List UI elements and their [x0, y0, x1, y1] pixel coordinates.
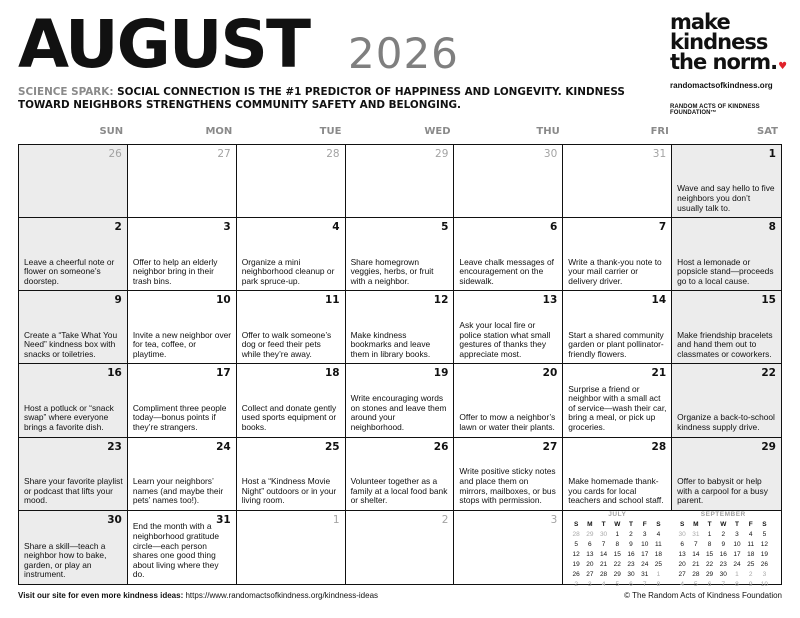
calendar-grid — [18, 144, 782, 588]
mini-weekday: S — [573, 520, 579, 528]
mini-calendar-grid — [675, 520, 771, 590]
kindness-idea: Leave chalk messages of encouragement on the sidewalk. — [459, 256, 554, 286]
mini-date: 4 — [656, 530, 661, 538]
mini-date: 16 — [719, 550, 727, 558]
weekday-label: SAT — [757, 126, 778, 137]
day-number: 16 — [107, 367, 122, 380]
mini-date: 24 — [641, 560, 649, 568]
day-number: 22 — [761, 367, 776, 380]
day-number: 31 — [652, 148, 667, 160]
kindness-idea: Make friendship bracelets and hand them out to classmates or coworkers. — [677, 329, 773, 359]
kindness-idea: Create a “Take What You Need” kindness box with snacks or toiletries. — [24, 329, 118, 359]
day-cell — [237, 145, 346, 218]
day-number: 12 — [433, 294, 449, 307]
heart-icon: ♥ — [778, 61, 787, 72]
kindness-idea: Volunteer together as a family at a local food bank or shelter. — [350, 476, 448, 506]
weekday-label: MON — [205, 126, 233, 137]
mini-date: 5 — [762, 530, 767, 538]
day-cell — [346, 218, 455, 291]
mini-date: 9 — [748, 580, 753, 588]
kindness-idea: Make kindness bookmarks and leave them in library books. — [350, 329, 431, 359]
day-number: 1 — [768, 148, 776, 160]
day-cell — [19, 218, 128, 291]
mini-date: 15 — [613, 550, 621, 558]
weekday-header-row — [18, 126, 782, 140]
year-title: 2026 — [348, 29, 459, 78]
mini-date: 10 — [760, 580, 769, 588]
day-cell — [237, 438, 346, 511]
mini-date: 3 — [588, 580, 592, 588]
day-cell — [237, 511, 346, 584]
mini-weekday: M — [693, 520, 699, 528]
day-cell — [237, 364, 346, 437]
mini-date: 17 — [733, 550, 741, 558]
day-number: 26 — [108, 148, 122, 160]
mini-date: 5 — [694, 580, 698, 588]
day-number: 21 — [651, 367, 667, 380]
mini-weekday: S — [762, 520, 767, 528]
day-cell — [672, 291, 781, 364]
mini-date: 12 — [760, 540, 769, 548]
kindness-idea: Write encouraging words on stones and leave them around your neighborhood. — [350, 393, 447, 433]
mini-date: 5 — [615, 580, 620, 588]
footer-cta — [18, 591, 378, 600]
day-number: 3 — [223, 221, 231, 234]
mini-date: 18 — [654, 550, 663, 558]
day-number: 7 — [658, 221, 667, 234]
mini-date: 20 — [586, 560, 594, 568]
day-cell — [128, 218, 237, 291]
day-cell — [346, 364, 455, 437]
mini-date: 4 — [748, 530, 753, 538]
mini-date: 16 — [627, 550, 635, 558]
mini-date: 4 — [601, 580, 606, 588]
day-cell — [19, 291, 128, 364]
footer-cta-text: Visit our site for even more kindness ideas: — [18, 591, 184, 600]
day-number: 8 — [768, 221, 776, 234]
mini-date: 6 — [629, 580, 633, 588]
mini-calendar-grid — [569, 520, 665, 590]
kindness-idea: Share homegrown veggies, herbs, or fruit with a neighbor. — [350, 256, 434, 286]
mini-date: 28 — [572, 530, 580, 538]
footer-link[interactable]: https://www.randomactsofkindness.org/kindness-ideas — [185, 591, 379, 600]
brand-foundation: RANDOM ACTS OF KINDNESS FOUNDATION™ — [670, 104, 760, 116]
kindness-idea: Host a lemonade or popsicle stand—proceeds go to a local cause. — [677, 256, 774, 286]
mini-date: 8 — [656, 580, 661, 588]
mini-date: 13 — [678, 550, 686, 558]
day-number: 10 — [216, 294, 231, 307]
day-number: 28 — [326, 148, 340, 160]
mini-date: 3 — [762, 570, 767, 578]
mini-date: 1 — [615, 530, 620, 538]
weekday-label: TUE — [319, 126, 342, 137]
day-number: 9 — [114, 294, 122, 307]
day-number: 29 — [761, 440, 776, 453]
mini-date: 2 — [748, 570, 753, 578]
brand-line-1: make — [670, 10, 730, 34]
day-cell — [454, 291, 563, 364]
mini-date: 14 — [692, 550, 700, 558]
weekday-label: THU — [536, 126, 560, 137]
footer-copyright: © The Random Acts of Kindness Foundation — [624, 591, 782, 600]
day-number: 27 — [542, 440, 558, 453]
day-cell — [563, 438, 672, 511]
kindness-idea: Share a skill—teach a neighbor how to bake, garden, or play an instrument. — [24, 540, 107, 580]
kindness-idea: Organize a back-to-school kindness supply drive. — [677, 412, 775, 433]
mini-calendar-july — [569, 511, 665, 590]
month-title: AUGUST — [18, 6, 309, 83]
day-number: 15 — [761, 294, 776, 307]
mini-date: 10 — [733, 540, 741, 548]
mini-date: 30 — [599, 530, 608, 538]
day-cell — [672, 145, 781, 218]
kindness-idea: Wave and say hello to five neighbors you don’t usually talk to. — [677, 183, 775, 213]
kindness-idea: Surprise a friend or neighbor with a small act of service—wash their car, bring a meal, or pick up groceries. — [568, 383, 667, 433]
day-cell — [128, 364, 237, 437]
mini-date: 30 — [719, 570, 727, 578]
day-cell — [19, 145, 128, 218]
mini-calendar-title: SEPTEMBER — [700, 510, 746, 518]
mini-calendar-september — [675, 511, 771, 590]
day-cell — [19, 438, 128, 511]
mini-date: 25 — [747, 560, 755, 568]
mini-date: 19 — [572, 560, 580, 568]
day-number: 13 — [542, 294, 558, 307]
kindness-idea: Ask your local fire or police station what small gestures of thanks they appreciate most. — [459, 320, 551, 359]
mini-date: 21 — [599, 560, 608, 568]
mini-date: 23 — [719, 560, 727, 568]
mini-date: 8 — [707, 540, 712, 548]
day-number: 6 — [549, 221, 558, 234]
day-cell — [19, 511, 128, 584]
day-number: 5 — [441, 221, 449, 234]
day-number: 11 — [324, 294, 340, 307]
day-cell — [672, 438, 781, 511]
day-number: 28 — [651, 440, 667, 453]
mini-date: 1 — [656, 570, 661, 578]
day-cell — [672, 364, 781, 437]
mini-date: 30 — [678, 530, 686, 538]
brand-logo[interactable] — [670, 12, 795, 116]
mini-weekday: F — [748, 520, 753, 528]
day-number: 30 — [543, 148, 558, 160]
day-number: 17 — [216, 367, 231, 380]
kindness-idea: Invite a new neighbor over for tea, coffee, or playtime. — [132, 329, 232, 359]
mini-date: 11 — [747, 540, 755, 548]
mini-weekday: T — [734, 520, 739, 528]
mini-date: 3 — [735, 530, 739, 538]
kindness-idea: Organize a mini neighborhood cleanup or park spruce-up. — [241, 256, 335, 286]
day-cell — [563, 364, 672, 437]
mini-date: 11 — [655, 540, 662, 548]
mini-date: 6 — [588, 540, 592, 548]
mini-date: 27 — [586, 570, 594, 578]
science-spark-text: SOCIAL CONNECTION IS THE #1 PREDICTOR OF HAPPINESS AND LONGEVITY. KINDNESS TOWARD NEIGHBORS STRENGTHENS COMMUNITY SAFETY AND BELONGING. — [18, 86, 625, 111]
kindness-idea: Offer to walk someone’s dog or feed their pets while they’re away. — [241, 329, 332, 359]
brand-line-3-text: the norm. — [670, 50, 778, 74]
mini-date: 19 — [760, 550, 769, 558]
day-cell — [128, 438, 237, 511]
kindness-idea: Make homemade thank-you cards for local teachers and school staff. — [568, 476, 664, 506]
mini-date: 2 — [629, 530, 633, 538]
kindness-idea: End the month with a neighborhood gratitude circle—each person shares one good thing about living where they do. — [132, 521, 219, 580]
day-cell — [454, 511, 563, 584]
day-number: 23 — [107, 440, 122, 453]
mini-date: 22 — [705, 560, 714, 568]
day-number: 20 — [542, 367, 558, 380]
brand-line-3 — [670, 52, 795, 77]
mini-date: 30 — [627, 570, 635, 578]
day-cell — [672, 218, 781, 291]
mini-date: 3 — [642, 530, 647, 538]
day-number: 14 — [651, 294, 667, 307]
day-cell — [346, 145, 455, 218]
kindness-idea: Learn your neighbors’ names (and maybe their pets’ names too!). — [132, 476, 224, 506]
mini-date: 8 — [615, 540, 620, 548]
mini-date: 5 — [574, 540, 578, 548]
mini-date: 6 — [680, 540, 684, 548]
mini-weekday: W — [614, 520, 621, 528]
mini-weekday: T — [707, 520, 712, 528]
mini-date: 24 — [733, 560, 741, 568]
kindness-idea: Leave a cheerful note or flower on someone’s doorstep. — [24, 256, 115, 286]
kindness-idea: Share your favorite playlist or podcast that lifts your mood. — [24, 476, 123, 506]
science-spark — [18, 86, 658, 112]
day-number: 31 — [216, 513, 231, 526]
mini-date: 9 — [629, 540, 633, 548]
weekday-label: FRI — [650, 126, 669, 137]
mini-date: 10 — [641, 540, 649, 548]
mini-weekday: M — [587, 520, 593, 528]
kindness-idea: Host a potluck or “snack swap” where everyone brings a favorite dish. — [24, 402, 114, 433]
mini-date: 29 — [586, 530, 594, 538]
mini-weekday: F — [642, 520, 647, 528]
mini-date: 23 — [627, 560, 635, 568]
kindness-idea: Start a shared community garden or plant pollinator-friendly flowers. — [568, 329, 664, 359]
day-cell — [563, 291, 672, 364]
day-cell — [346, 291, 455, 364]
mini-date: 7 — [601, 540, 606, 548]
kindness-idea: Host a “Kindness Movie Night” outdoors or in your living room. — [241, 476, 337, 506]
day-cell — [237, 218, 346, 291]
brand-url[interactable]: randomactsofkindness.org — [670, 81, 773, 90]
science-spark-label: SCIENCE SPARK: — [18, 86, 114, 98]
day-number: 2 — [114, 221, 122, 234]
mini-calendars — [563, 510, 781, 588]
mini-weekday: T — [628, 520, 633, 528]
day-number: 29 — [435, 148, 449, 160]
day-number: 3 — [550, 513, 558, 526]
kindness-idea: Offer to help an elderly neighbor bring in their trash bins. — [132, 256, 218, 286]
mini-calendar-title: JULY — [608, 510, 627, 518]
mini-date: 29 — [613, 570, 621, 578]
mini-date: 7 — [694, 540, 698, 548]
mini-date: 2 — [721, 530, 726, 538]
mini-date: 7 — [642, 580, 647, 588]
day-number: 24 — [216, 440, 231, 453]
mini-date: 6 — [707, 580, 712, 588]
day-number: 19 — [433, 367, 449, 380]
day-cell — [346, 438, 455, 511]
mini-weekday: W — [720, 520, 727, 528]
kindness-idea: Offer to babysit or help with a carpool for a busy parent. — [677, 476, 768, 506]
day-cell — [454, 364, 563, 437]
mini-date: 20 — [678, 560, 686, 568]
mini-date: 12 — [572, 550, 580, 558]
day-cell — [19, 364, 128, 437]
day-cell — [128, 145, 237, 218]
day-number: 27 — [217, 148, 231, 160]
mini-date: 8 — [735, 580, 739, 588]
day-number: 4 — [332, 221, 340, 234]
mini-date: 17 — [641, 550, 649, 558]
mini-weekday: S — [656, 520, 661, 528]
day-cell — [128, 511, 237, 584]
brand-line-2: kindness — [670, 30, 768, 54]
mini-date: 1 — [707, 530, 712, 538]
mini-date: 28 — [599, 570, 608, 578]
day-number: 2 — [441, 513, 449, 526]
kindness-idea: Collect and donate gently used sports equipment or books. — [241, 402, 337, 433]
kindness-idea: Write a thank-you note to your mail carrier or delivery driver. — [568, 256, 662, 286]
mini-weekday: S — [679, 520, 685, 528]
kindness-idea: Compliment three people today—bonus points if they’re strangers. — [132, 402, 227, 433]
day-number: 26 — [433, 440, 449, 453]
day-cell — [563, 145, 672, 218]
mini-date: 25 — [654, 560, 663, 568]
mini-date: 4 — [680, 580, 684, 588]
day-number: 25 — [324, 440, 340, 453]
day-number: 30 — [107, 513, 122, 526]
day-cell — [454, 438, 563, 511]
mini-date: 29 — [705, 570, 714, 578]
day-cell — [128, 291, 237, 364]
mini-date: 18 — [747, 550, 755, 558]
mini-date: 2 — [574, 580, 578, 588]
mini-date: 31 — [641, 570, 649, 578]
mini-date: 26 — [760, 560, 769, 568]
weekday-label: WED — [424, 126, 451, 137]
weekday-label: SUN — [99, 126, 124, 137]
kindness-idea: Offer to mow a neighbor’s lawn or water their plants. — [459, 412, 556, 433]
mini-date: 27 — [678, 570, 686, 578]
mini-date: 13 — [586, 550, 594, 558]
day-cell — [346, 511, 455, 584]
mini-date: 9 — [721, 540, 726, 548]
day-cell — [563, 218, 672, 291]
mini-weekday: T — [601, 520, 606, 528]
day-number: 18 — [324, 367, 340, 380]
day-number: 1 — [332, 513, 340, 526]
day-cell — [454, 145, 563, 218]
mini-date: 1 — [735, 570, 739, 578]
mini-date: 21 — [692, 560, 700, 568]
day-cell — [454, 218, 563, 291]
day-cell — [237, 291, 346, 364]
kindness-idea: Write positive sticky notes and place them on mirrors, mailboxes, or bus stops with permission. — [459, 466, 556, 506]
mini-date: 31 — [692, 530, 700, 538]
mini-date: 22 — [613, 560, 621, 568]
mini-date: 28 — [692, 570, 700, 578]
mini-date: 7 — [721, 580, 726, 588]
mini-date: 15 — [705, 550, 714, 558]
mini-date: 14 — [599, 550, 608, 558]
mini-date: 26 — [572, 570, 580, 578]
